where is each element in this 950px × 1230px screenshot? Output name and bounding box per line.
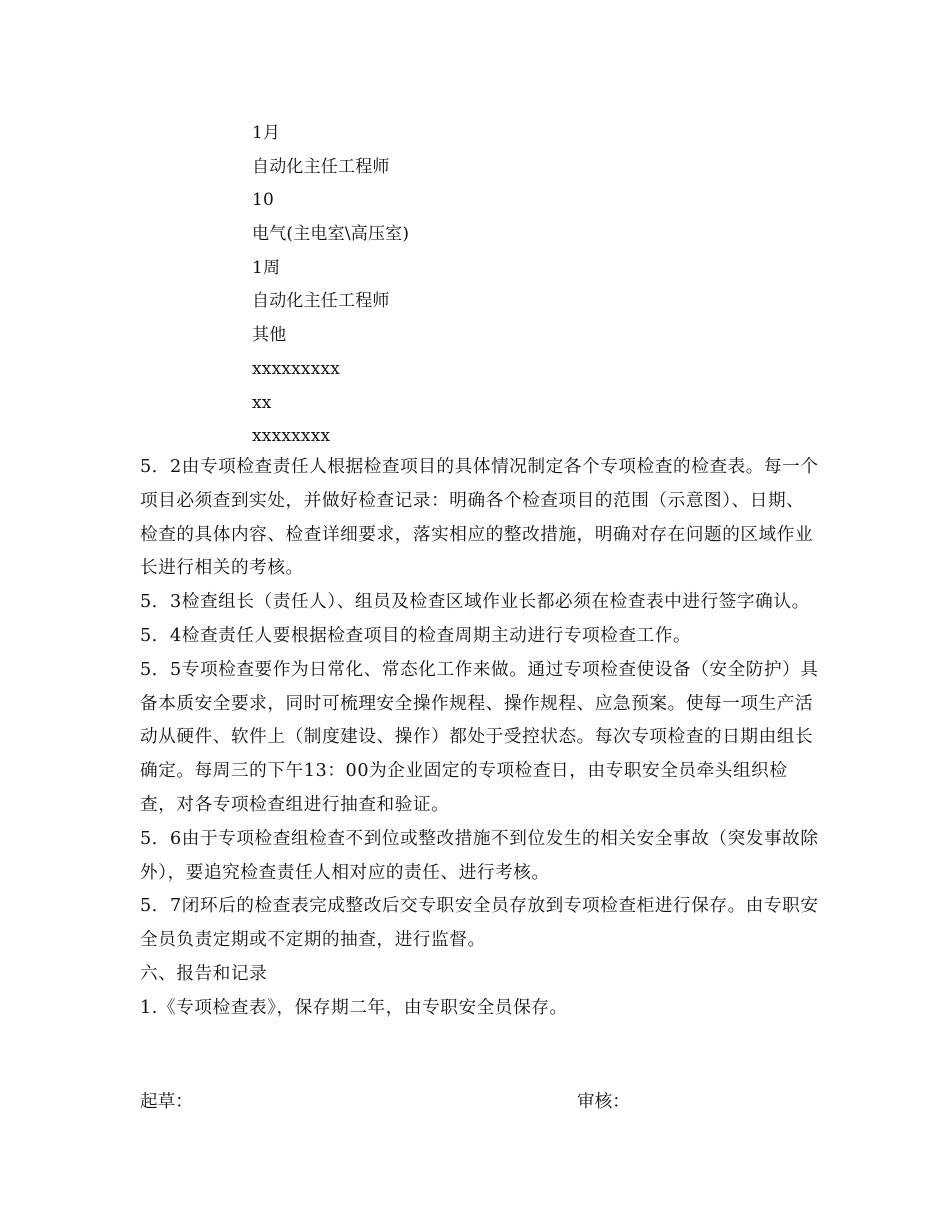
list-item: 10: [252, 190, 275, 211]
list-item: xx: [252, 392, 272, 413]
list-item: xxxxxxxx: [252, 426, 331, 447]
list-item: 1周: [252, 257, 281, 278]
paragraph-5-5: 5．5专项检查要作为日常化、常态化工作来做。通过专项检查使设备（安全防护）具备本质安全要求，同时可梳理安全操作规程、操作规程、应急预案。使每一项生产活动从硬件、软件上（制度建设、操作）都处于受控状态。每次专项检查的日期由组长确定。每周三的下午13：00为企业固定的专项检查日，由专职安全员牵头组织检查，对各专项检查组进行抽查和验证。: [140, 659, 819, 815]
paragraph-5-2: 5．2由专项检查责任人根据检查项目的具体情况制定各个专项检查的检查表。每一个项目必须查到实处，并做好检查记录：明确各个检查项目的范围（示意图）、日期、检查的具体内容、检查详细要求，落实相应的整改措施，明确对存在问题的区域作业长进行相关的考核。: [140, 457, 819, 579]
paragraph-5-3: 5．3检查组长（责任人）、组员及检查区域作业长都必须在检查表中进行签字确认。: [140, 592, 810, 613]
body-text: [140, 451, 820, 1026]
list-item: xxxxxxxxx: [252, 358, 341, 379]
section-heading-reports: 六、报告和记录: [140, 963, 268, 984]
list-item: 其他: [252, 325, 287, 346]
drafter-label: 起草：: [140, 1092, 193, 1112]
paragraph-5-6: 5．6由于专项检查组检查不到位或整改措施不到位发生的相关安全事故（突发事故除外），要追究检查责任人相对应的责任、进行考核。: [140, 828, 819, 883]
list-item: 自动化主任工程师: [252, 156, 390, 177]
paragraph-5-7: 5．7闭环后的检查表完成整改后交专职安全员存放到专项检查柜进行保存。由专职安全员负责定期或不定期的抽查，进行监督。: [140, 896, 819, 951]
record-item-1: 1.《专项检查表》，保存期二年，由专职安全员保存。: [140, 997, 568, 1018]
reviewer-label: 审核：: [577, 1092, 630, 1112]
list-item: 自动化主任工程师: [252, 291, 390, 312]
paragraph-5-4: 5．4检查责任人要根据检查项目的检查周期主动进行专项检查工作。: [140, 625, 692, 646]
signature-row: [140, 1086, 820, 1120]
list-item: 1月: [252, 123, 281, 143]
list-item: 电气(主电室\高压室): [252, 224, 410, 245]
indented-list: [252, 117, 752, 454]
